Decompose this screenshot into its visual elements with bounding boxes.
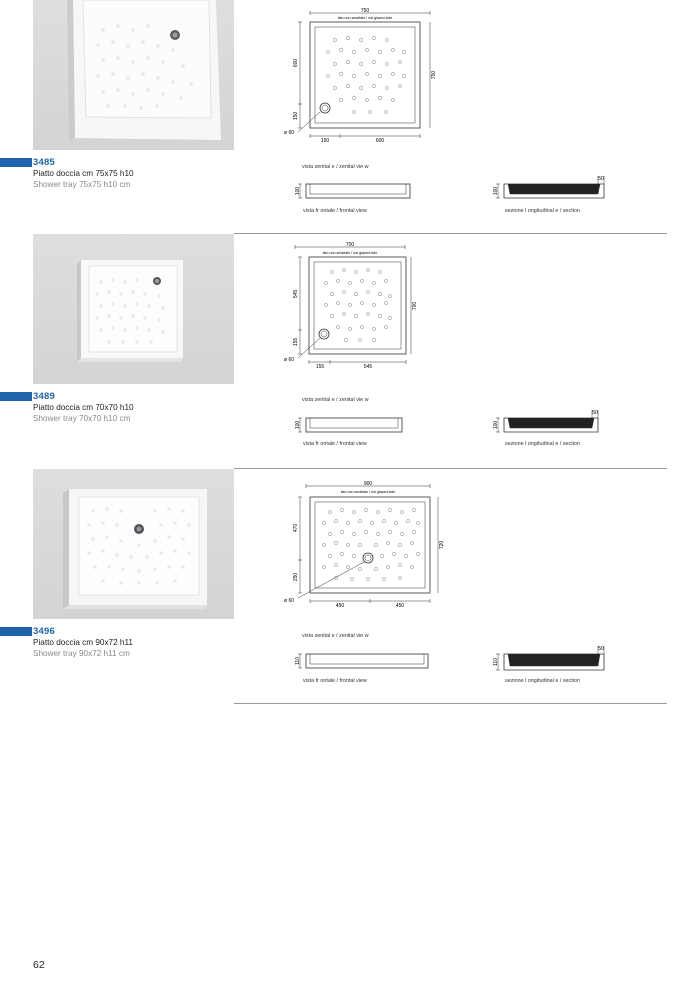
dim-drain: ø 60 — [284, 357, 295, 363]
label-section: sezione l ongitudinal e / section — [505, 208, 580, 214]
dim-width: 900 — [363, 481, 373, 487]
dim-bottom-left: 150 — [320, 138, 330, 143]
dim-section-height: 50 — [592, 410, 598, 416]
code-bar — [0, 627, 32, 636]
frontal-drawing-3485 — [294, 180, 414, 206]
dim-width: 700 — [345, 242, 355, 248]
zenital-drawing-3485 — [280, 8, 440, 143]
label-frontal: vista fr ontale / frontal view — [303, 678, 367, 684]
glazed-note: lato non smaltato / not glazed side — [337, 16, 393, 20]
dim-bottom-right: 450 — [395, 603, 405, 609]
dim-lower-left: 250 — [293, 572, 299, 582]
section-divider — [234, 468, 667, 469]
dim-section-height: 50 — [598, 176, 604, 182]
product-name-it: Piatto doccia cm 75x75 h10 — [33, 169, 134, 178]
dim-width: 750 — [360, 8, 370, 14]
dim-depth: 700 — [412, 301, 418, 311]
dim-depth: 750 — [431, 70, 437, 80]
product-name-en: Shower tray 75x75 h10 cm — [33, 180, 131, 189]
label-frontal: vista fr ontale / frontal view — [303, 441, 367, 447]
zenital-drawing-3489 — [280, 242, 440, 372]
product-name-en: Shower tray 70x70 h10 cm — [33, 414, 131, 423]
product-code: 3489 — [33, 391, 55, 402]
dim-drain: ø 60 — [284, 598, 295, 604]
label-zenital: vista zenital e / zenital vie w — [302, 164, 369, 170]
label-zenital: vista zenital e / zenital vie w — [302, 397, 369, 403]
shower-tray-image — [33, 469, 234, 619]
dim-height: 100 — [295, 186, 301, 196]
dim-upper: 470 — [293, 523, 299, 533]
frontal-drawing-3489 — [294, 414, 414, 440]
product-code: 3496 — [33, 626, 55, 637]
shower-tray-image — [33, 234, 234, 384]
dim-height: 110 — [295, 657, 301, 665]
shower-tray-image — [33, 0, 234, 150]
page-number: 62 — [33, 959, 45, 971]
section-divider — [234, 703, 667, 704]
frontal-drawing-3496 — [294, 650, 434, 676]
label-section: sezione l ongitudinal e / section — [505, 441, 580, 447]
dim-height: 110 — [493, 658, 499, 666]
zenital-drawing-3496 — [280, 478, 450, 613]
dim-lower-left: 150 — [293, 111, 299, 121]
glazed-note: lato non smaltato / not glazed side — [322, 251, 378, 255]
product-name-it: Piatto doccia cm 70x70 h10 — [33, 403, 134, 412]
product-name-en: Shower tray 90x72 h11 cm — [33, 649, 130, 658]
product-name-it: Piatto doccia cm 90x72 h11 — [33, 638, 133, 647]
section-drawing-3496 — [490, 640, 610, 676]
dim-drain: ø 60 — [284, 130, 295, 136]
dim-upper: 600 — [293, 58, 299, 68]
product-photo-3485 — [33, 0, 234, 150]
dim-depth: 720 — [439, 540, 445, 550]
dim-height: 100 — [493, 420, 499, 430]
section-drawing-3485 — [490, 170, 610, 206]
label-frontal: vista fr ontale / frontal view — [303, 208, 367, 214]
dim-section-height: 50 — [598, 646, 604, 652]
dim-bottom-right: 600 — [375, 138, 385, 143]
dim-lower-left: 155 — [293, 337, 299, 347]
dim-bottom-right: 545 — [363, 364, 373, 370]
dim-upper: 545 — [293, 289, 299, 299]
dim-bottom-left: 155 — [315, 364, 325, 370]
product-photo-3489 — [33, 234, 234, 384]
product-photo-3496 — [33, 469, 234, 619]
section-divider — [234, 233, 667, 234]
label-zenital: vista zenital e / zenital vie w — [302, 633, 369, 639]
product-code: 3485 — [33, 157, 55, 168]
section-drawing-3489 — [490, 404, 610, 440]
code-bar — [0, 392, 32, 401]
dim-height: 100 — [295, 420, 301, 430]
dim-bottom-left: 450 — [335, 603, 345, 609]
code-bar — [0, 158, 32, 167]
glazed-note: lato non smaltato / not glazed side — [340, 490, 396, 494]
label-section: sezione l ongitudinal e / section — [505, 678, 580, 684]
dim-height: 100 — [493, 186, 499, 196]
